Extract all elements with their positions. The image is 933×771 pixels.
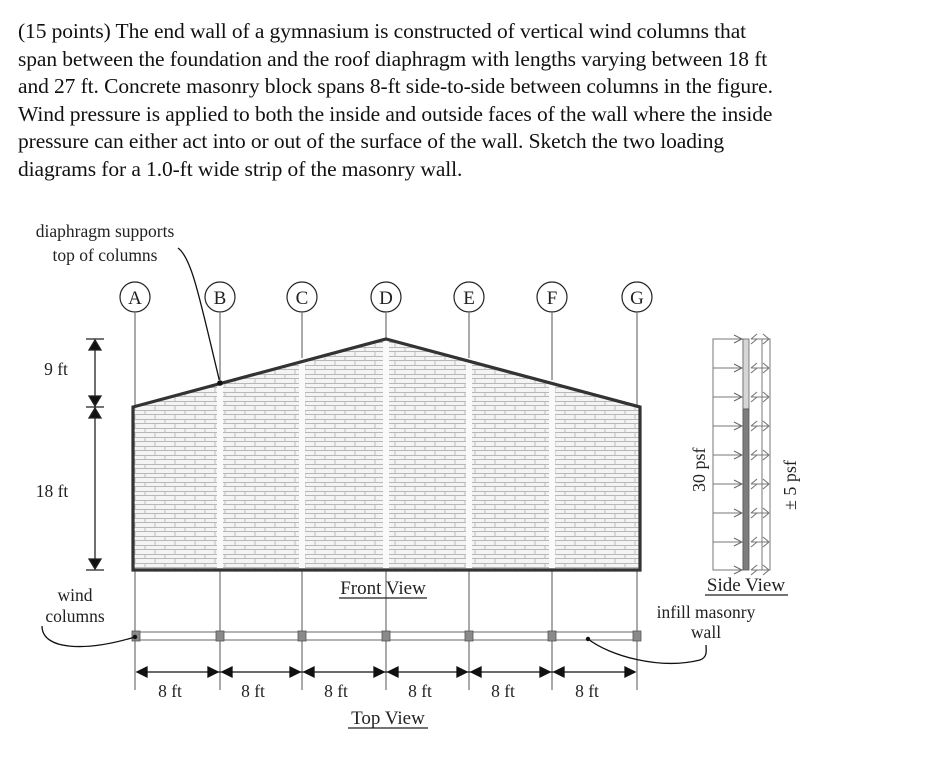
problem-line: pressure can either act into or out of the surface of the wall. Sketch the two loading (18, 129, 725, 153)
inside-pressure-arrows (751, 334, 769, 575)
problem-line: Wind pressure is applied to both the inside and outside faces of the wall where the inside (18, 101, 773, 126)
column-bubble-c (287, 282, 317, 312)
column-bubble-d (371, 282, 401, 312)
column-bubbles (120, 282, 652, 312)
side-view (689, 334, 800, 575)
inside-pressure-label: ± 5 psf (780, 460, 800, 510)
height-dimensions (86, 339, 104, 570)
infill-leader (588, 639, 706, 663)
spacing-label-1: 8 ft (158, 681, 182, 701)
upper-height-label: 9 ft (44, 359, 68, 379)
diaphragm-label-line2: top of columns (52, 245, 158, 265)
spacing-label-6: 8 ft (575, 681, 599, 701)
wind-columns-label-line2: columns (45, 606, 105, 626)
svg-text:G: G (630, 288, 644, 309)
top-view (132, 631, 641, 641)
problem-line: (15 points) The end wall of a gymnasium is constructed of vertical wind columns that (18, 19, 747, 43)
spacing-label-4: 8 ft (408, 681, 432, 701)
diaphragm-label-line1: diaphragm supports (35, 221, 175, 241)
diaphragm-leader-line (178, 248, 220, 383)
column-bubble-e (454, 282, 484, 312)
top-view-caption: Top View (351, 708, 425, 729)
svg-text:C: C (295, 288, 309, 309)
svg-text:B: B (213, 288, 227, 309)
infill-label-line2: wall (690, 622, 722, 642)
problem-line: span between the foundation and the roof diaphragm with lengths varying between 18 ft (18, 46, 768, 71)
column-bubble-b (205, 282, 235, 312)
spacing-label-3: 8 ft (324, 681, 348, 701)
svg-text:D: D (379, 288, 393, 309)
svg-text:F: F (546, 288, 558, 309)
side-view-caption: Side View (706, 575, 786, 596)
infill-label-line1: infill masonry (656, 602, 756, 622)
problem-line: and 27 ft. Concrete masonry block spans 8-ft side-to-side between columns in the figure. (18, 74, 773, 98)
spacing-label-5: 8 ft (491, 681, 515, 701)
wind-columns-label-line1: wind (57, 585, 93, 605)
problem-line: diagrams for a 1.0-ft wide strip of the masonry wall. (18, 156, 463, 181)
column-bubble-g (622, 282, 652, 312)
wall-section-lower (743, 409, 749, 570)
outside-pressure-arrows (713, 339, 742, 570)
wind-columns-leader (42, 626, 135, 647)
spacing-label-2: 8 ft (241, 681, 265, 701)
front-view-wall (133, 339, 640, 570)
column-bubble-a (120, 282, 150, 312)
wall-section-upper (743, 339, 749, 409)
outside-pressure-label: 30 psf (689, 447, 709, 492)
front-view-caption: Front View (340, 578, 426, 599)
svg-text:E: E (463, 288, 475, 309)
lower-height-label: 18 ft (35, 481, 69, 501)
column-bubble-f (537, 282, 567, 312)
svg-text:A: A (128, 288, 142, 309)
